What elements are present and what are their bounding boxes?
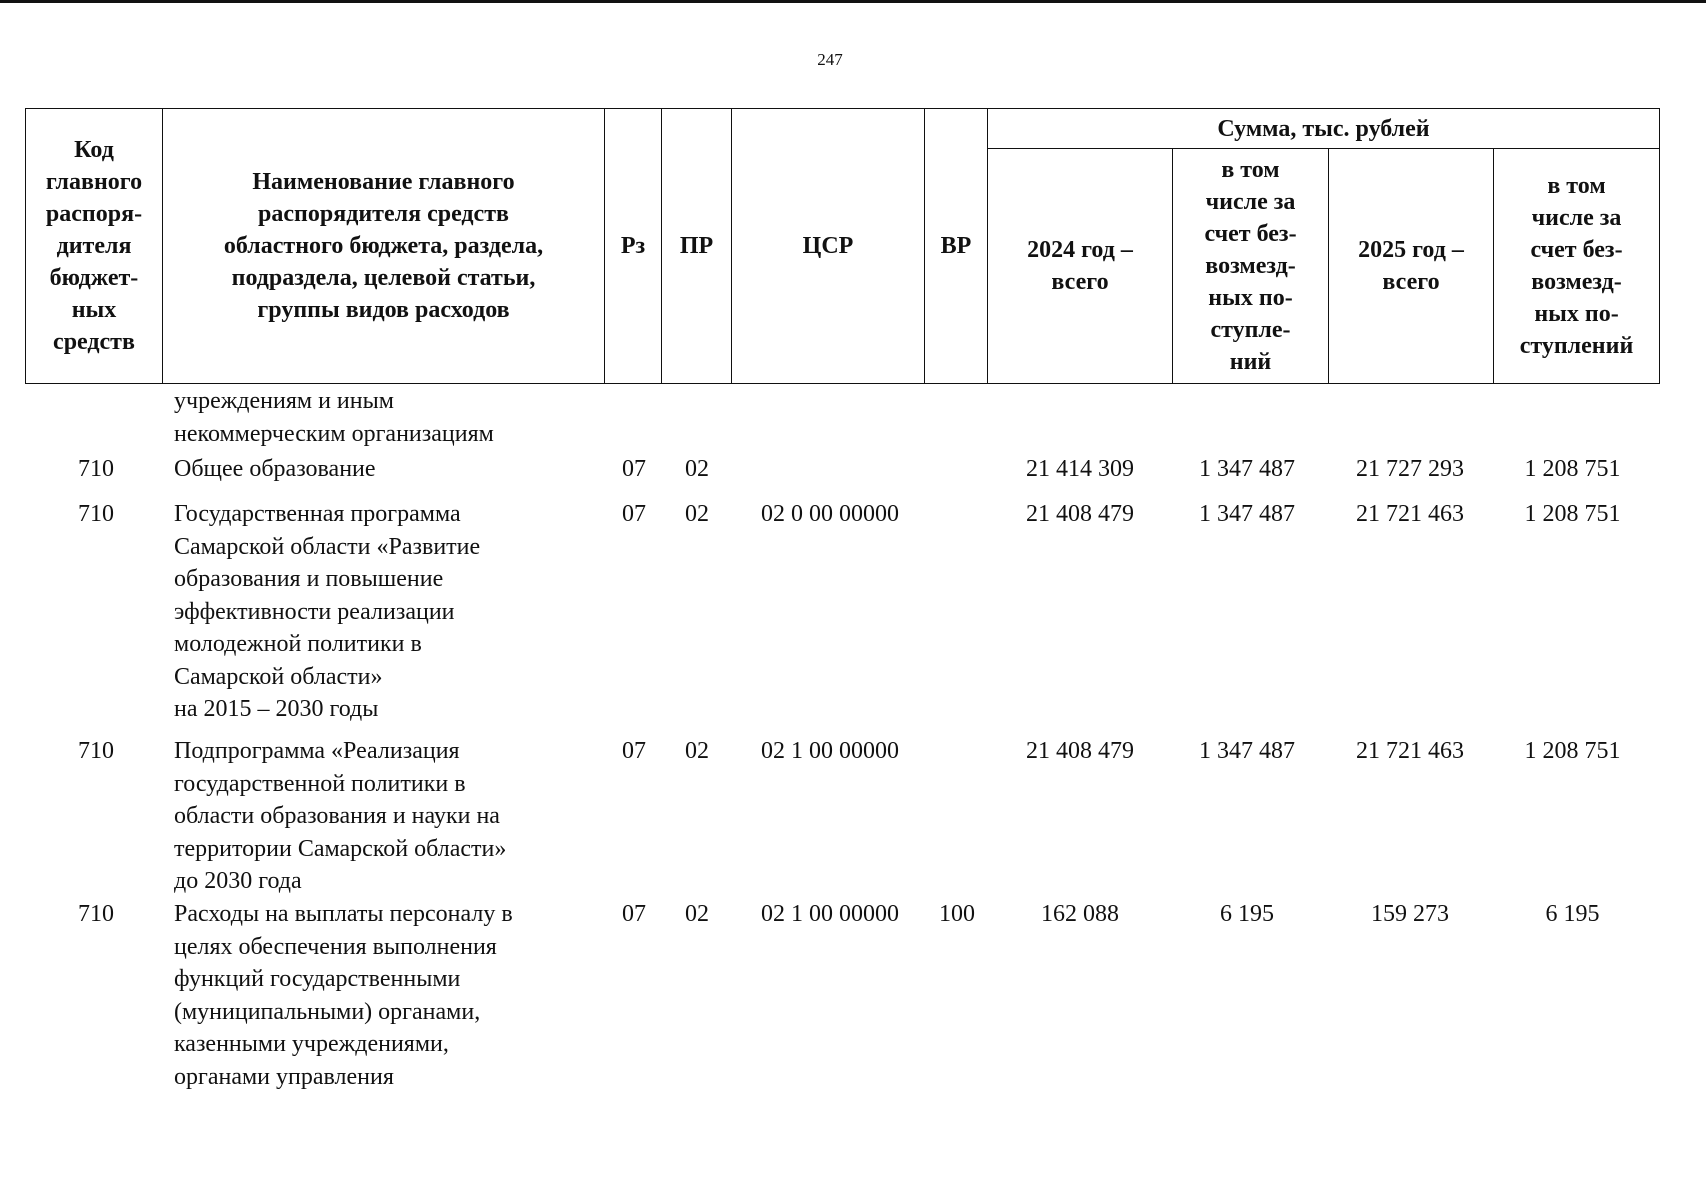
- row-2025-total: 159 273: [1371, 901, 1449, 927]
- row-pr: 02: [685, 501, 709, 527]
- row-csr: 02 1 00 00000: [761, 901, 899, 927]
- row-code: 710: [78, 456, 114, 482]
- row-rz: 07: [622, 738, 646, 764]
- row-name-line: Общее образование: [174, 456, 376, 482]
- row-vr: 100: [939, 901, 975, 927]
- header-line: возмезд-: [1531, 269, 1622, 295]
- row-name-line: Подпрограмма «Реализация: [174, 738, 460, 764]
- header-line: Наименование главного: [252, 169, 515, 195]
- row-name-line: органами управления: [174, 1063, 394, 1090]
- header-line: всего: [1051, 269, 1109, 295]
- header-line: 2024 год –: [1027, 237, 1133, 263]
- row-csr: 02 1 00 00000: [761, 738, 899, 764]
- header-line: распорядителя средств: [258, 201, 509, 227]
- header-line: областного бюджета, раздела,: [223, 233, 544, 259]
- header-2025-total: [1329, 149, 1494, 384]
- row-name-line: на 2015 – 2030 годы: [174, 696, 379, 722]
- row-rz: 07: [622, 501, 646, 527]
- header-line: бюджет-: [49, 265, 139, 291]
- row-2024-total: 21 414 309: [1026, 456, 1134, 482]
- row-name-line: Самарской области»: [174, 663, 383, 690]
- header-line: ний: [1229, 349, 1272, 375]
- header-pr: ПР: [662, 109, 732, 384]
- row-name-line: территории Самарской области»: [174, 835, 507, 862]
- header-line: ступлений: [1519, 333, 1634, 359]
- row-code: 710: [78, 501, 114, 527]
- row-csr: 02 0 00 00000: [761, 501, 899, 527]
- row-2024-grants: 1 347 487: [1199, 501, 1295, 527]
- row-pr: 02: [685, 456, 709, 482]
- header-sum: Сумма, тыс. рублей: [988, 109, 1660, 149]
- header-line: в том: [1547, 173, 1606, 199]
- row-2024-total: 21 408 479: [1026, 738, 1134, 764]
- header-csr: ЦСР: [732, 109, 925, 384]
- header-line: счет без-: [1530, 237, 1623, 263]
- header-line: группы видов расходов: [257, 297, 510, 323]
- continuation-text: учреждениям и иным некоммерческим организациям: [174, 388, 494, 447]
- row-name: [174, 735, 594, 898]
- header-line: ных: [71, 297, 117, 323]
- row-2024-total: 21 408 479: [1026, 501, 1134, 527]
- row-name-line: до 2030 года: [174, 868, 302, 894]
- header-line: счет без-: [1204, 221, 1297, 247]
- header-2024-total: [988, 149, 1173, 384]
- header-line: Код: [74, 137, 114, 163]
- row-name-line: Самарской области «Развитие: [174, 533, 481, 560]
- row-name-line: казенными учреждениями,: [174, 1031, 449, 1057]
- page-top-border: [0, 0, 1706, 3]
- header-line: подраздела, целевой статьи,: [231, 265, 536, 291]
- header-line: ных по-: [1534, 301, 1619, 327]
- header-line: числе за: [1531, 205, 1622, 231]
- header-name: [163, 109, 605, 384]
- header-line: средств: [53, 329, 135, 355]
- row-name: [174, 498, 594, 726]
- header-rz: Рз: [605, 109, 662, 384]
- row-name-line: (муниципальными) органами,: [174, 998, 481, 1025]
- header-line: 2025 год –: [1358, 237, 1464, 263]
- row-2025-grants: 1 208 751: [1524, 456, 1621, 482]
- row-name-line: эффективности реализации: [174, 598, 455, 625]
- row-name-line: целях обеспечения выполнения: [174, 933, 497, 960]
- header-line: ступле-: [1210, 317, 1291, 343]
- row-name-line: образования и повышение: [174, 566, 444, 592]
- row-name-line: Расходы на выплаты персоналу в: [174, 901, 513, 927]
- row-2024-total: 162 088: [1041, 901, 1119, 927]
- header-code: [26, 109, 163, 384]
- row-name-line: функций государственными: [174, 966, 461, 992]
- row-2024-grants: 1 347 487: [1199, 738, 1295, 764]
- header-line: всего: [1382, 269, 1440, 295]
- row-2025-total: 21 721 463: [1356, 738, 1464, 764]
- header-line: в том: [1221, 157, 1280, 183]
- row-2024-grants: 1 347 487: [1199, 456, 1295, 482]
- header-2025-grants: [1494, 149, 1660, 384]
- header-line: числе за: [1205, 189, 1296, 215]
- row-name-line: государственной политики в: [174, 770, 466, 797]
- header-line: возмезд-: [1205, 253, 1296, 279]
- page-number: 247: [817, 50, 843, 69]
- row-name-line: области образования и науки на: [174, 803, 500, 829]
- row-2025-grants: 6 195: [1545, 901, 1600, 927]
- header-line: ных по-: [1208, 285, 1293, 311]
- header-line: распоря-: [45, 201, 143, 227]
- row-name-line: молодежной политики в: [174, 631, 422, 657]
- row-2025-total: 21 721 463: [1356, 501, 1464, 527]
- row-2025-total: 21 727 293: [1356, 456, 1464, 482]
- row-name: [174, 453, 594, 486]
- header-line: дителя: [56, 233, 132, 259]
- header-vr: ВР: [925, 109, 988, 384]
- header-2024-grants: [1173, 149, 1329, 384]
- row-rz: 07: [622, 901, 646, 927]
- row-rz: 07: [622, 456, 646, 482]
- row-code: 710: [78, 901, 114, 927]
- table-header: [25, 108, 1660, 384]
- row-name-line: Государственная программа: [174, 501, 461, 527]
- row-name: [174, 898, 594, 1093]
- row-2024-grants: 6 195: [1220, 901, 1274, 927]
- row-2025-grants: 1 208 751: [1524, 501, 1621, 527]
- row-pr: 02: [685, 738, 709, 764]
- row-2025-grants: 1 208 751: [1524, 738, 1621, 764]
- header-line: главного: [45, 169, 143, 195]
- row-pr: 02: [685, 901, 709, 927]
- row-code: 710: [78, 738, 114, 764]
